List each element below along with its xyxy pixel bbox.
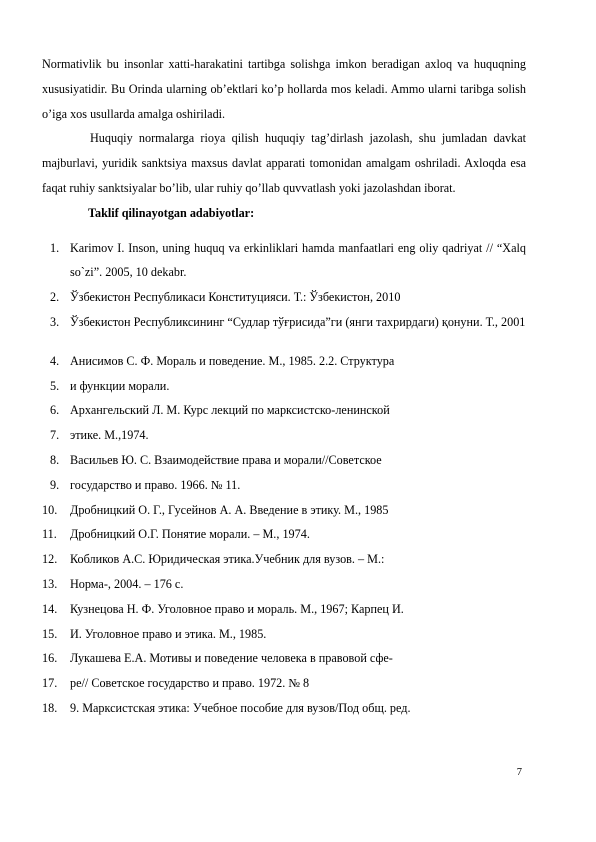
list-item-number: 9. bbox=[50, 477, 60, 492]
list-item-number: 5. bbox=[50, 378, 60, 393]
list-item-number: 4. bbox=[50, 353, 60, 368]
paragraph-legal-norms: Huquqiy normalarga rioya qilish huquqiy tag’dirlash jazolash, shu jumladan davkat majburlavi, yuridik sanktsiya maxsus davlat apparati tomonidan amalgam oshriladi. Axloqda esa faqat ruhiy sanktsiyalar bo’lib, ular ruhiy qo’llab quvvatlash yoki jazolashdan iborat. bbox=[42, 131, 526, 195]
list-item-number: 6. bbox=[50, 403, 60, 418]
list-item-text: Архангельский Л. М. Курс лекций по марксистско-ленинской bbox=[70, 403, 390, 418]
references-list-secondary bbox=[42, 349, 526, 721]
list-item-text: Кобликов А.С. Юридическая этика.Учебник для вузов. – М.: bbox=[70, 552, 385, 567]
list-item bbox=[42, 597, 526, 622]
list-item-number: 13. bbox=[42, 576, 58, 591]
list-item-text: Ўзбекистон Республикаси Конституцияси. Т.: Ўзбекистон, 2010 bbox=[70, 290, 401, 305]
references-heading: Taklif qilinayotgan adabiyotlar: bbox=[88, 205, 255, 220]
list-item bbox=[42, 646, 526, 671]
list-item-number: 18. bbox=[42, 700, 58, 715]
page-content bbox=[42, 52, 526, 721]
list-item-text: этике. М.,1974. bbox=[70, 428, 149, 443]
list-item bbox=[42, 547, 526, 572]
list-item-number: 1. bbox=[50, 240, 60, 255]
list-item-number: 11. bbox=[42, 527, 57, 542]
page-number: 7 bbox=[516, 767, 522, 778]
list-item bbox=[42, 236, 526, 286]
list-item-number: 3. bbox=[50, 314, 60, 329]
list-item-text: Анисимов С. Ф. Мораль и поведение. М., 1985. 2.2. Структура bbox=[70, 353, 395, 368]
list-item-text: Karimov I. Inson, uning huquq va erkinliklari hamda manfaatlari eng oliy qadriyat // “Xalq so`zi”. 2005, 10 dekabr. bbox=[70, 240, 526, 280]
list-item-text: ре// Советское государство и право. 1972. № 8 bbox=[70, 676, 310, 691]
paragraph-normativity: Normativlik bu insonlar xatti-harakatini tartibga solishga imkon beradigan axloq va huquqning xususiyatidir. Bu Orinda ularning ob’ektlari ko’p hollarda mos keladi. Ammo ularni taribga solish o’iga xos usullarda amalga oshiriladi. bbox=[42, 57, 526, 121]
list-item-number: 17. bbox=[42, 676, 58, 691]
references-list-primary bbox=[42, 236, 526, 335]
list-item bbox=[42, 285, 526, 310]
list-item-number: 2. bbox=[50, 290, 60, 305]
list-item-text: Норма-, 2004. – 176 с. bbox=[70, 576, 184, 591]
list-item-number: 10. bbox=[42, 502, 58, 517]
list-item-text: Ўзбекистон Республиксининг “Судлар тўғрисида”ги (янги тахрирдаги) қонуни. Т., 2001 bbox=[70, 314, 526, 329]
list-item bbox=[42, 522, 526, 547]
list-item-text: И. Уголовное право и этика. М., 1985. bbox=[70, 626, 267, 641]
list-item-text: Кузнецова Н. Ф. Уголовное право и мораль. М., 1967; Карпец И. bbox=[70, 601, 404, 616]
list-item-number: 12. bbox=[42, 552, 58, 567]
list-item-text: Дробницкий О.Г. Понятие морали. – М., 1974. bbox=[70, 527, 310, 542]
list-item bbox=[42, 696, 526, 721]
list-item bbox=[42, 448, 526, 473]
list-item-number: 8. bbox=[50, 452, 60, 467]
list-item bbox=[42, 498, 526, 523]
list-item bbox=[42, 473, 526, 498]
list-item-text: государство и право. 1966. № 11. bbox=[70, 477, 241, 492]
list-item-number: 16. bbox=[42, 651, 58, 666]
list-item-text: Дробницкий О. Г., Гусейнов А. А. Введение в этику. М., 1985 bbox=[70, 502, 389, 517]
list-item bbox=[42, 572, 526, 597]
list-item-text: Лукашева Е.А. Мотивы и поведение человека в правовой сфе- bbox=[70, 651, 393, 666]
list-item-text: 9. Марксистская этика: Учебное пособие для вузов/Под общ. ред. bbox=[70, 700, 411, 715]
list-item-text: и функции морали. bbox=[70, 378, 170, 393]
list-item-number: 15. bbox=[42, 626, 58, 641]
list-item bbox=[42, 310, 526, 335]
list-item bbox=[42, 622, 526, 647]
list-item bbox=[42, 398, 526, 423]
list-item bbox=[42, 671, 526, 696]
list-item-number: 7. bbox=[50, 428, 60, 443]
list-item-text: Васильев Ю. С. Взаимодействие права и морали//Советское bbox=[70, 452, 382, 467]
list-item bbox=[42, 374, 526, 399]
list-item bbox=[42, 349, 526, 374]
list-item-number: 14. bbox=[42, 601, 58, 616]
list-item bbox=[42, 423, 526, 448]
